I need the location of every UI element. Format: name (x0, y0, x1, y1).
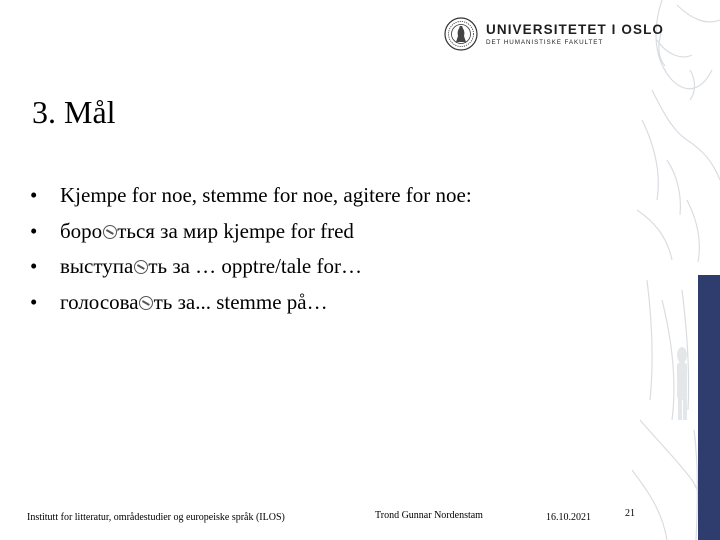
bullet-marker: • (30, 183, 38, 207)
accent-bar (698, 275, 720, 540)
faculty-name: DET HUMANISTISKE FAKULTET (486, 38, 604, 46)
bullet-marker: • (30, 218, 38, 243)
university-seal-icon (444, 17, 478, 51)
university-logo (444, 14, 664, 54)
bullet-item (30, 285, 472, 321)
bullet-item (30, 214, 472, 250)
footer-institute: Institutt for litteratur, områdestudier og europeiske språk (ILOS) (27, 512, 285, 523)
slide-title: 3. Mål (32, 94, 116, 130)
bullet-item (30, 249, 472, 285)
bullet-text-start: голосова (60, 289, 139, 314)
bullet-marker: • (30, 289, 38, 314)
bullet-item (30, 178, 472, 214)
bullet-text-end: ться за мир kjempe for fred (117, 218, 354, 243)
footer-page-number: 21 (625, 508, 635, 519)
footer-author: Trond Gunnar Nordenstam (375, 510, 483, 521)
bullet-text-end: ть за... stemme på… (153, 289, 328, 314)
stress-mark-icon (134, 260, 148, 274)
university-name: UNIVERSITETET I OSLO (486, 21, 665, 37)
footer-date: 16.10.2021 (546, 512, 591, 523)
bullet-text-start: боро (60, 218, 103, 243)
bullet-marker: • (30, 254, 38, 278)
stress-mark-icon (103, 225, 117, 239)
bullet-text-end: ть за … opptre/tale for… (148, 254, 362, 278)
bullet-list (30, 178, 472, 320)
bullet-text-start: выступа (60, 254, 134, 278)
stress-mark-icon (139, 296, 153, 310)
bullet-text: Kjempe for noe, stemme for noe, agitere for noe: (60, 183, 472, 207)
